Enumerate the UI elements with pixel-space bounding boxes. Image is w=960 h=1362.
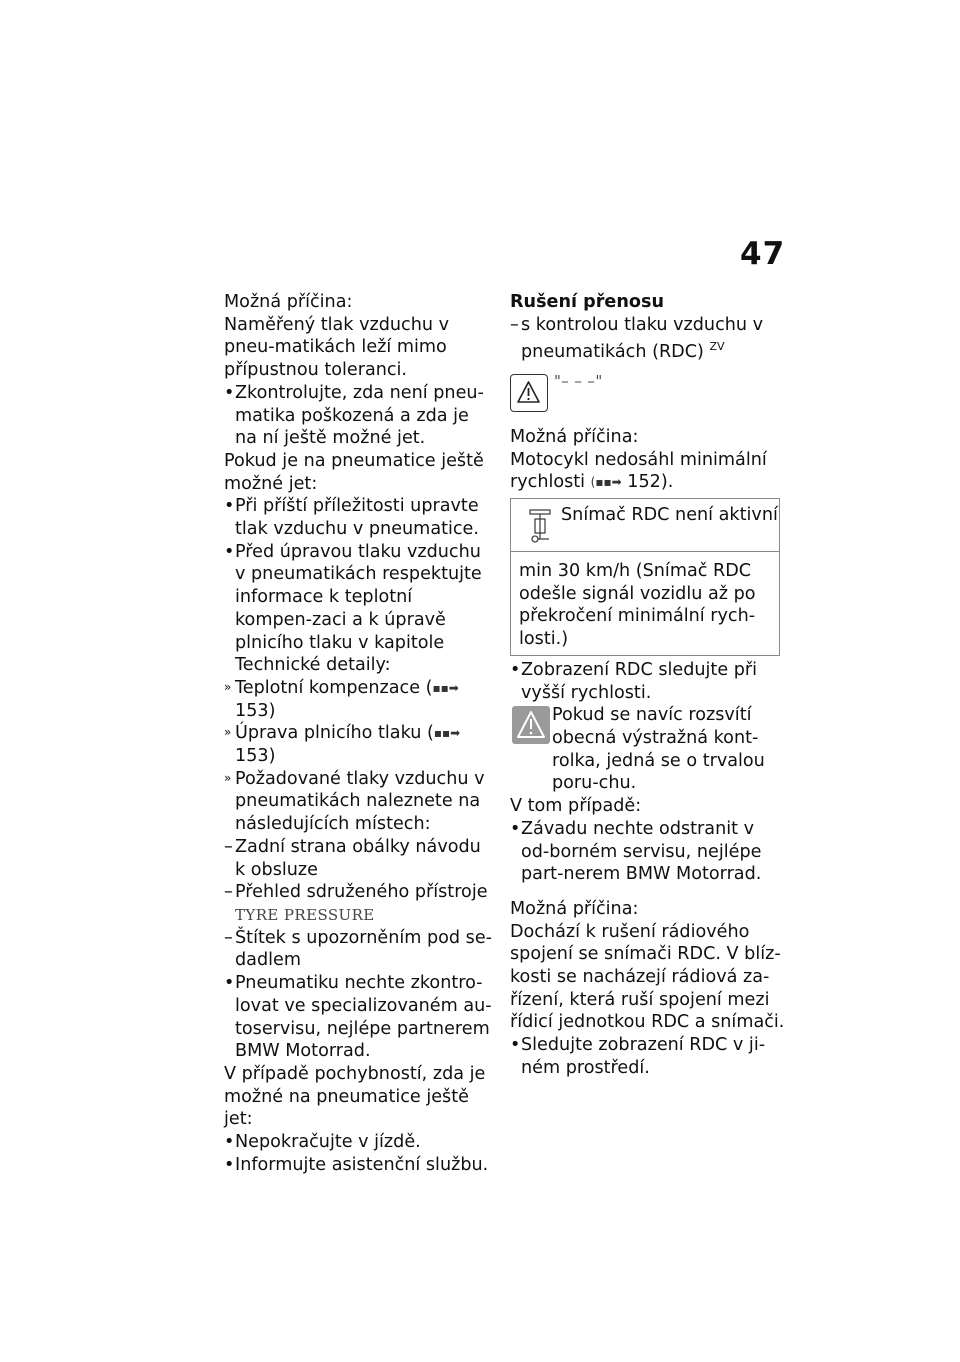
bullet-icon: • (510, 659, 521, 680)
sub-item (224, 722, 494, 767)
display-message: "– – –" (554, 371, 603, 390)
paragraph: V tom případě: (510, 796, 642, 817)
cause-label: Možná příčina: (510, 426, 639, 447)
rdc-info-table (510, 498, 780, 656)
sub-text: Požadované tlaky vzduchu v pneumatikách naleznete na následujících místech: (235, 768, 485, 835)
bullet-icon: • (510, 818, 521, 839)
optional-equipment-tag: ZV (709, 340, 725, 354)
bullet-icon: • (510, 1035, 521, 1056)
rdc-table-header (511, 499, 779, 552)
dash-marker: – (224, 882, 233, 903)
cause-text (510, 449, 785, 494)
left-column (224, 291, 494, 1176)
dash-marker: – (224, 927, 233, 948)
sub-item (224, 677, 494, 722)
section-heading: Rušení přenosu (510, 292, 664, 312)
page-ref-arrow-icon: ▪▪➡ (433, 726, 461, 741)
bullet-text: Závadu nechte odstranit v od-borném servisu, nejlépe part-nerem BMW Motorrad. (521, 818, 762, 885)
dash-item (510, 314, 785, 364)
display-indicator (510, 370, 785, 418)
sub-text: Úprava plnicího tlaku ( (235, 723, 434, 744)
page-ref-arrow-icon: (▪▪➡ (590, 475, 622, 490)
dash-text: Přehled sdruženého přístroje (235, 882, 488, 903)
bullet-item (510, 818, 785, 886)
bullet-item (224, 495, 494, 540)
bullet-item (224, 1131, 494, 1154)
dash-item (224, 927, 494, 972)
bullet-item (224, 1154, 494, 1177)
bullet-text: Při příští příležitosti upravte tlak vzduchu v pneumatice. (235, 496, 479, 540)
display-message: TYRE PRESSURE (235, 905, 375, 924)
double-chevron-icon: » (224, 770, 232, 785)
sub-text: Teplotní kompenzace ( (235, 677, 433, 698)
cause-text-main: Motocykl nedosáhl minimální rychlosti (510, 449, 767, 493)
bullet-text: Sledujte zobrazení RDC v ji-ném prostředí. (521, 1035, 766, 1078)
bullet-icon: • (224, 382, 235, 403)
page-ref[interactable]: 153) (235, 700, 276, 721)
page-ref-arrow-icon: ▪▪➡ (432, 680, 459, 695)
warning-triangle-icon (510, 374, 548, 412)
double-chevron-icon: » (224, 679, 232, 694)
bullet-text: Zkontrolujte, zda není pneu-matika poškozená a zda je na ní ještě možné jet. (235, 382, 484, 449)
double-chevron-icon: » (224, 725, 232, 740)
sub-item (224, 768, 494, 836)
dash-text: s kontrolou tlaku vzduchu v pneumatikách (RDC) (521, 314, 764, 363)
dash-marker: – (510, 314, 519, 335)
bullet-text: Nepokračujte v jízdě. (235, 1132, 421, 1153)
bullet-icon: • (224, 1154, 235, 1175)
rdc-table-body: min 30 km/h (Snímač RDC odešle signál vozidlu až po překročení minimální rych-losti.) (519, 561, 756, 650)
bullet-icon: • (224, 541, 235, 562)
bullet-text: Zobrazení RDC sledujte při vyšší rychlosti. (521, 659, 758, 703)
cause-label: Možná příčina: (224, 292, 353, 312)
rdc-table-head-text: Snímač RDC není aktivní (561, 505, 778, 526)
bullet-text: Informujte asistenční službu. (235, 1154, 489, 1175)
bullet-text: Před úpravou tlaku vzduchu v pneumatikách respektujte informace k teplotní kompen-zaci a k úpravě plnicího tlaku v kapitole Technické detaily: (235, 541, 482, 676)
page-ref[interactable]: 153) (235, 746, 276, 767)
bullet-item (224, 972, 494, 1063)
bullet-icon: • (224, 1132, 235, 1153)
dash-text: Štítek s upozorněním pod se-dadlem (235, 927, 492, 971)
cause-text: Dochází k rušení rádiového spojení se snímači RDC. V blíz-kosti se nacházejí rádiová za-řízení, která ruší spojení mezi řídicí jednotkou RDC a snímači. (510, 921, 785, 1033)
tyre-sensor-icon (527, 507, 553, 545)
paragraph: V případě pochybností, zda je možné na pneumatice ještě jet: (224, 1063, 486, 1130)
dash-item (224, 836, 494, 881)
bullet-item (224, 541, 494, 677)
bullet-item (510, 659, 785, 704)
cause-label: Možná příčina: (510, 898, 639, 919)
dash-marker: – (224, 836, 233, 857)
right-column (510, 291, 785, 1080)
page-ref[interactable]: 152). (627, 472, 674, 493)
paragraph: Pokud je na pneumatice ještě možné jet: (224, 450, 484, 494)
bullet-icon: • (224, 973, 235, 994)
warning-note-text: Pokud se navíc rozsvítí obecná výstražná kont-rolka, jedná se o trvalou poru-chu. (552, 705, 765, 794)
cause-text: Naměřený tlak vzduchu v pneu-matikách leží mimo přípustnou toleranci. (224, 314, 450, 381)
bullet-item (224, 382, 494, 450)
bullet-item (510, 1034, 785, 1079)
bullet-icon: • (224, 496, 235, 517)
dash-text: Zadní strana obálky návodu k obsluze (235, 836, 481, 880)
warning-light-icon (512, 706, 550, 744)
dash-item (224, 881, 494, 926)
warning-note (510, 704, 785, 795)
bullet-text: Pneumatiku nechte zkontro-lovat ve specializovaném au-toservisu, nejlépe partnerem BMW Motorrad. (235, 973, 492, 1062)
page-number: 47 (740, 236, 786, 272)
